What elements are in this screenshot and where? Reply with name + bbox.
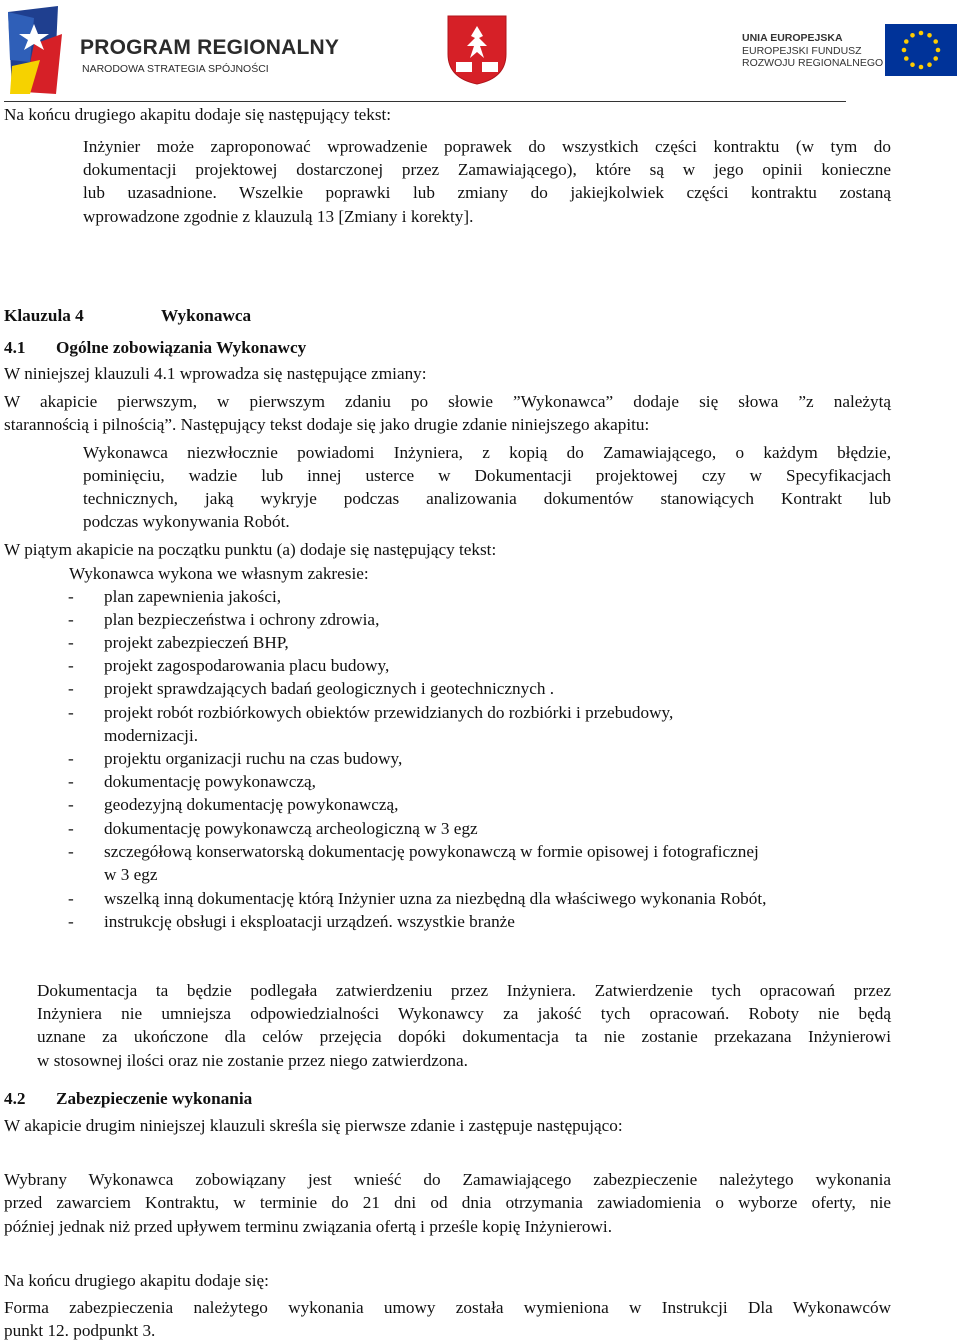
eu-line-2: EUROPEJSKI FUNDUSZ xyxy=(742,44,862,57)
list-dash: - xyxy=(68,772,74,791)
quote-line: wprowadzone zgodnie z klauzulą 13 [Zmiany i korekty]. xyxy=(83,207,474,226)
voivodeship-crest-icon xyxy=(446,14,508,86)
clause-title: Wykonawca xyxy=(161,306,252,325)
paragraph-line: punkt 12. podpunkt 3. xyxy=(4,1321,156,1340)
paragraph-line: przed zawarciem Kontraktu, w terminie do 21 dni od dnia otrzymania zawiadomienia o wyborze oferty, nie xyxy=(4,1193,891,1212)
paragraph: W niniejszej klauzuli 4.1 wprowadza się następujące zmiany: xyxy=(4,364,427,383)
list-item-text: modernizacji. xyxy=(104,726,199,745)
list-dash: - xyxy=(68,819,74,838)
list-item-text: w 3 egz xyxy=(104,865,158,884)
list-item-text: instrukcję obsługi i eksploatacji urządzeń. wszystkie branże xyxy=(104,912,515,931)
list-item-text: plan bezpieczeństwa i ochrony zdrowia, xyxy=(104,610,380,629)
quote-line: Wykonawca niezwłocznie powiadomi Inżyniera, z kopią do Zamawiającego, o każdym błędzie, xyxy=(83,443,891,462)
list-dash: - xyxy=(68,889,74,908)
list-dash: - xyxy=(68,679,74,698)
list-dash: - xyxy=(68,842,74,861)
quote-line: pominięciu, wadzie lub innej usterce w Dokumentacji projektowej czy w Specyfikacjach xyxy=(83,466,891,485)
paragraph-line: w stosownej ilości oraz nie zostanie przez niego zatwierdzona. xyxy=(37,1051,468,1070)
paragraph-line: Forma zabezpieczenia należytego wykonania umowy została wymieniona w Instrukcji Dla Wykonawców xyxy=(4,1298,891,1317)
list-dash: - xyxy=(68,795,74,814)
list-item-text: dokumentację powykonawczą archeologiczną w 3 egz xyxy=(104,819,478,838)
section-title: Zabezpieczenie wykonania xyxy=(56,1089,253,1108)
paragraph: Na końcu drugiego akapitu dodaje się: xyxy=(4,1271,269,1290)
header-divider xyxy=(4,101,846,102)
list-dash: - xyxy=(68,749,74,768)
eu-line-3: ROZWOJU REGIONALNEGO xyxy=(742,57,884,69)
list-dash: - xyxy=(68,912,74,931)
list-item-text: projekt zagospodarowania placu budowy, xyxy=(104,656,390,675)
list-item-text: dokumentację powykonawczą, xyxy=(104,772,316,791)
list-dash: - xyxy=(68,610,74,629)
list-dash: - xyxy=(68,587,74,606)
program-title: PROGRAM REGIONALNY xyxy=(80,36,340,59)
paragraph-line: Dokumentacja ta będzie podlegała zatwierdzeniu przez Inżyniera. Zatwierdzenie tych opracowań przez xyxy=(37,981,891,1000)
paragraph-line: uznane za ukończone dla celów przejęcia dopóki dokumentacja ta nie zostanie przekazana Inżynierowi xyxy=(37,1027,891,1046)
list-intro: Wykonawca wykona we własnym zakresie: xyxy=(69,564,369,583)
paragraph-line: starannością i pilnością”. Następujący tekst dodaje się jako drugie zdanie niniejszego akapitu: xyxy=(4,415,650,434)
list-item-text: projektu organizacji ruchu na czas budowy, xyxy=(104,749,403,768)
section-title: Ogólne zobowiązania Wykonawcy xyxy=(56,338,307,357)
eu-fund-text xyxy=(742,32,883,70)
list-dash: - xyxy=(68,703,74,722)
list-item-text: projekt zabezpieczeń BHP, xyxy=(104,633,289,652)
section-number: 4.2 xyxy=(4,1089,26,1108)
paragraph: W akapicie drugim niniejszej klauzuli skreśla się pierwsze zdanie i zastępuje następująco: xyxy=(4,1116,623,1135)
eu-flag-icon xyxy=(885,24,957,76)
paragraph-line: Wybrany Wykonawca zobowiązany jest wnieść do Zamawiającego zabezpieczenie należytego wykonania xyxy=(4,1170,891,1189)
page-header xyxy=(0,0,960,100)
program-regionalny-logo-icon xyxy=(4,4,64,96)
list-item-text: wszelką inną dokumentację którą Inżynier uzna za niezbędną dla właściwego wykonania Robót, xyxy=(104,889,767,908)
list-item-text: szczegółową konserwatorską dokumentację powykonawczą w formie opisowej i fotograficznej xyxy=(104,842,759,861)
quote-line: dokumentacji projektowej dostarczonej przez Zamawiającego), które są w jego opinii konieczne xyxy=(83,160,891,179)
eu-line-1: UNIA EUROPEJSKA xyxy=(742,32,843,44)
quote-line: lub uzasadnione. Wszelkie poprawki lub zmiany do jakiejkolwiek części kontraktu zostaną xyxy=(83,183,891,202)
program-subtitle: NARODOWA STRATEGIA SPÓJNOŚCI xyxy=(82,63,269,75)
quote-line: technicznych, jaką wykryje podczas analizowania dokumentów stanowiących Kontrakt lub xyxy=(83,489,891,508)
section-number: 4.1 xyxy=(4,338,26,357)
list-item-text: geodezyjną dokumentację powykonawczą, xyxy=(104,795,399,814)
list-item-text: projekt robót rozbiórkowych obiektów przewidzianych do rozbiórki i przebudowy, xyxy=(104,703,674,722)
clause-number: Klauzula 4 xyxy=(4,306,84,325)
quote-line: podczas wykonywania Robót. xyxy=(83,512,290,531)
paragraph-line: Inżyniera nie umniejsza odpowiedzialności Wykonawcy za jakość tych opracowań. Roboty nie będą xyxy=(37,1004,891,1023)
intro-paragraph: Na końcu drugiego akapitu dodaje się następujący tekst: xyxy=(4,105,392,124)
paragraph-line: później jednak niż przed upływem terminu związania ofertą i prześle kopię Inżynierowi. xyxy=(4,1217,612,1236)
list-dash: - xyxy=(68,633,74,652)
paragraph-line: W akapicie pierwszym, w pierwszym zdaniu po słowie ”Wykonawca” dodaje się słowa ”z należytą xyxy=(4,392,891,411)
list-dash: - xyxy=(68,656,74,675)
paragraph: W piątym akapicie na początku punktu (a) dodaje się następujący tekst: xyxy=(4,540,497,559)
list-item-text: plan zapewnienia jakości, xyxy=(104,587,282,606)
list-item-text: projekt sprawdzających badań geologicznych i geotechnicznych . xyxy=(104,679,555,698)
quote-line: Inżynier może zaproponować wprowadzenie poprawek do wszystkich części kontraktu (w tym do xyxy=(83,137,891,156)
